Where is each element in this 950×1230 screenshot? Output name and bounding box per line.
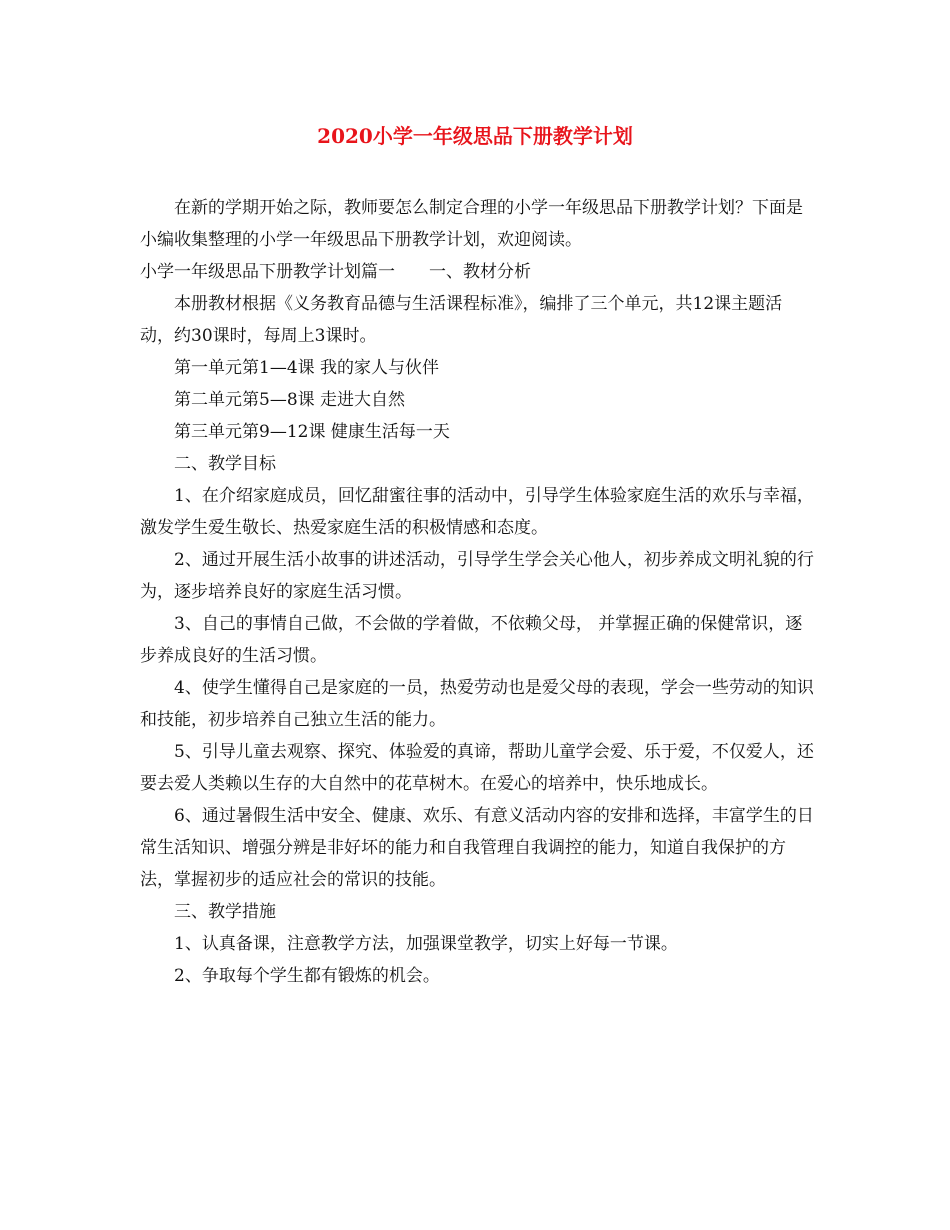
document-title: 2020小学一年级思品下册教学计划: [317, 124, 633, 148]
section-heading-measures: 三、教学措施: [174, 902, 276, 922]
goal-3: 3、自己的事情自己做，不会做的学着做，不依赖父母， 并掌握正确的保健常识，逐步养成良好的生活习惯。: [140, 614, 803, 666]
materials-paragraph: 本册教材根据《义务教育品德与生活课程标准》，编排了三个单元，共12课主题活动，约30课时，每周上3课时。: [140, 294, 783, 346]
measure-2: 2、争取每个学生都有锻炼的机会。: [174, 966, 440, 986]
section-heading-materials: 小学一年级思品下册教学计划篇一 一、教材分析: [140, 262, 531, 282]
goal-6: 6、通过暑假生活中安全、健康、欢乐、有意义活动内容的安排和选择，丰富学生的日常生活知识、增强分辨是非好坏的能力和自我管理自我调控的能力，知道自我保护的方法，掌握初步的适应社会的常识的技能。: [140, 806, 814, 890]
goal-4: 4、使学生懂得自己是家庭的一员，热爱劳动也是爱父母的表现，学会一些劳动的知识和技能，初步培养自己独立生活的能力。: [140, 678, 814, 730]
section-heading-goals: 二、教学目标: [174, 454, 276, 474]
unit-3-line: 第三单元第9—12课 健康生活每一天: [174, 422, 450, 442]
intro-paragraph: 在新的学期开始之际，教师要怎么制定合理的小学一年级思品下册教学计划？下面是小编收集整理的小学一年级思品下册教学计划，欢迎阅读。: [140, 198, 803, 250]
unit-2-line: 第二单元第5—8课 走进大自然: [174, 390, 406, 410]
document-body: [140, 192, 816, 992]
measure-1: 1、认真备课，注意教学方法，加强课堂教学，切实上好每一节课。: [174, 934, 678, 954]
goal-1: 1、在介绍家庭成员，回忆甜蜜往事的活动中，引导学生体验家庭生活的欢乐与幸福，激发学生爱生敬长、热爱家庭生活的积极情感和态度。: [140, 486, 814, 538]
unit-1-line: 第一单元第1—4课 我的家人与伙伴: [174, 358, 440, 378]
goal-5: 5、引导儿童去观察、探究、体验爱的真谛，帮助儿童学会爱、乐于爱，不仅爱人，还要去爱人类赖以生存的大自然中的花草树木。在爱心的培养中，快乐地成长。: [140, 742, 814, 794]
goal-2: 2、通过开展生活小故事的讲述活动，引导学生学会关心他人，初步养成文明礼貌的行为，逐步培养良好的家庭生活习惯。: [140, 550, 814, 602]
